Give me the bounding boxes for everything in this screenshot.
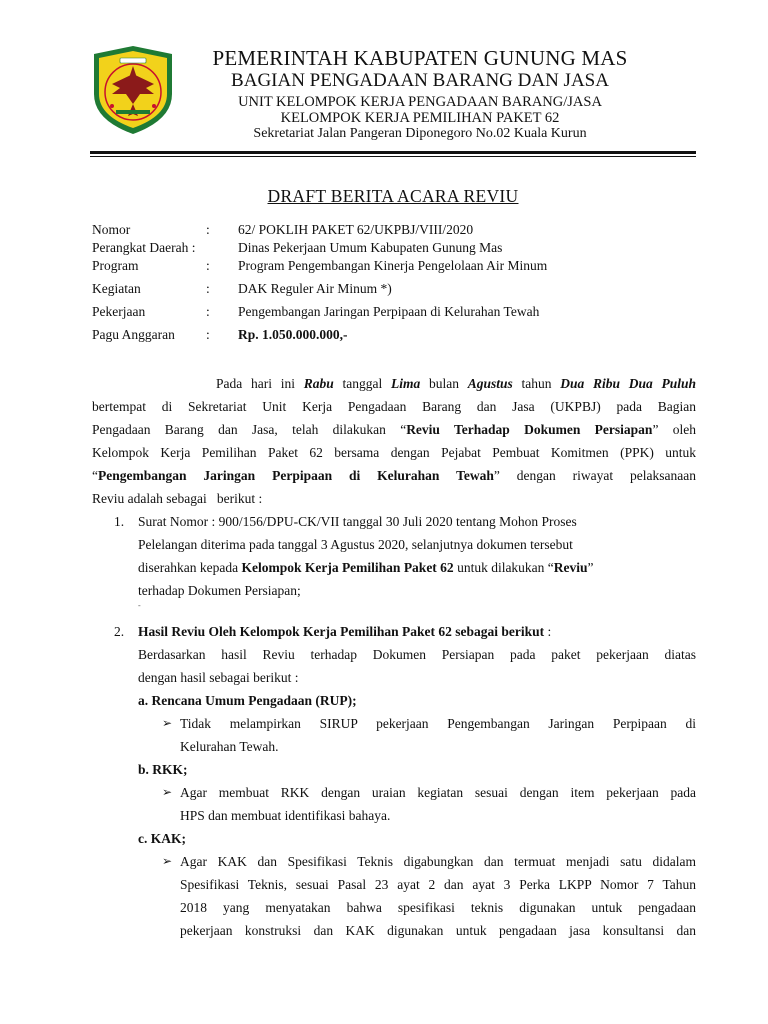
info-label: Nomor [92,222,131,237]
bullet-line: Agar membuat RKK dengan uraian kegiatan sesuai dengan item pekerjaan pada [180,785,696,800]
text-run: diserahkan kepada [138,560,242,575]
info-row-nomor [92,222,702,240]
working-group-name: Kelompok Kerja Pemilihan Paket 62 [241,560,454,575]
day-name: Rabu [303,376,334,391]
info-label: Pagu Anggaran [92,327,175,342]
text-run: ” oleh [652,422,696,437]
section-heading-rkk: b. RKK; [138,762,188,777]
date-words: Lima [390,376,421,391]
list-item-1 [92,510,696,602]
info-row-pekerjaan [92,304,702,327]
arrow-bullet-icon: ➢ [162,716,173,730]
text-run: Pengadaan Barang dan Jasa, telah dilakukan “ [92,422,407,437]
bullet-item [92,850,696,942]
text-run: tahun [512,376,561,391]
item-line: dengan hasil sebagai berikut : [138,670,299,685]
opening-paragraph [92,372,696,510]
list-item-2 [92,620,696,689]
info-separator: : [206,327,210,342]
opening-line [92,464,696,487]
results-heading: Hasil Reviu Oleh Kelompok Kerja Pemilihan Paket 62 sebagai berikut [138,624,545,639]
info-value-budget: Rp. 1.050.000.000,- [238,327,348,342]
text-run: tanggal [333,376,391,391]
info-separator: : [206,281,210,296]
text-run: Pada hari ini [216,376,304,391]
item-line: Berdasarkan hasil Reviu terhadap Dokumen Persiapan pada paket pekerjaan diatas [138,647,696,662]
info-label: Kegiatan [92,281,141,296]
info-row-perangkat-daerah [92,240,702,258]
bullet-line: Kelurahan Tewah. [180,739,279,754]
info-value: Dinas Pekerjaan Umum Kabupaten Gunung Mas [238,240,503,255]
bullet-line: 2018 yang menyatakan bahwa spesifikasi teknis digunakan untuk pengadaan [180,900,696,915]
bullet-line: Spesifikasi Teknis, sesuai Pasal 23 ayat 2 dan ayat 3 Perka LKPP Nomor 7 Tahun [180,877,696,892]
opening-line: Reviu adalah sebagai berikut : [92,491,263,506]
item-line: Pelelangan diterima pada tanggal 3 Agustus 2020, selanjutnya dokumen tersebut [138,537,573,552]
item-line [138,556,696,579]
letterhead-address: Sekretariat Jalan Pangeran Diponegoro No.02 Kuala Kurun [253,126,587,141]
item-line: terhadap Dokumen Persiapan; [138,583,301,598]
gunung-mas-emblem-logo [90,44,176,136]
spacer [92,610,696,620]
list-number: 2. [114,624,125,639]
stray-mark: - [138,601,141,610]
opening-line [92,418,696,441]
info-row-pagu-anggaran [92,327,702,350]
info-separator: : [206,258,210,273]
section-heading-rup: a. Rencana Umum Pengadaan (RUP); [138,693,357,708]
reviu-word: Reviu [553,560,588,575]
bullet-line: HPS dan membuat identifikasi bahaya. [180,808,391,823]
info-label: Perangkat Daerah : [92,240,196,255]
document-title: DRAFT BERITA ACARA REVIU [267,186,519,206]
letterhead-unit: UNIT KELOMPOK KERJA PENGADAAN BARANG/JASA [238,94,602,110]
bullet-item [92,712,696,758]
letterhead-divider-thin [90,156,696,157]
text-run: ” [587,560,594,575]
letterhead-government-name: PEMERINTAH KABUPATEN GUNUNG MAS [212,46,628,70]
info-value: Pengembangan Jaringan Perpipaan di Kelurahan Tewah [238,304,540,319]
opening-line: Kelompok Kerja Pemilihan Paket 62 bersama dengan Pejabat Pembuat Komitmen (PPK) untuk [92,445,696,460]
letterhead-department: BAGIAN PENGADAAN BARANG DAN JASA [231,70,609,91]
info-separator: : [206,304,210,319]
arrow-bullet-icon: ➢ [162,854,173,868]
info-separator: : [206,222,210,237]
text-run: bulan [420,376,468,391]
bullet-line: Agar KAK dan Spesifikasi Teknis digabungkan dan termuat menjadi satu didalam [180,854,696,869]
opening-line: bertempat di Sekretariat Unit Kerja Pengadaan Barang dan Jasa (UKPBJ) pada Bagian [92,399,696,414]
item-heading [138,620,696,643]
text-run: untuk dilakukan “ [453,560,554,575]
year-words: Dua Ribu Dua Puluh [560,376,696,391]
letterhead-working-group: KELOMPOK KERJA PEMILIHAN PAKET 62 [280,110,560,126]
document-info-table [92,222,702,350]
arrow-bullet-icon: ➢ [162,785,173,799]
section-heading-kak: c. KAK; [138,831,186,846]
bullet-line: Tidak melampirkan SIRUP pekerjaan Pengembangan Jaringan Perpipaan di [180,716,696,731]
letterhead-divider-thick [90,151,696,154]
info-row-kegiatan [92,281,702,304]
bullet-item [92,781,696,827]
text-run: : [544,624,552,639]
document-body [92,372,696,942]
info-label: Pekerjaan [92,304,146,319]
info-value: Program Pengembangan Kinerja Pengelolaan Air Minum [238,258,548,273]
month-name: Agustus [467,376,513,391]
info-label: Program [92,258,139,273]
project-name: Pengembangan Jaringan Perpipaan di Kelurahan Tewah [98,468,494,483]
text-run: ” dengan riwayat pelaksanaan [493,468,697,483]
item-line: Surat Nomor : 900/156/DPU-CK/VII tanggal 30 Juli 2020 tentang Mohon Proses [138,514,577,529]
info-value: 62/ POKLIH PAKET 62/UKPBJ/VIII/2020 [238,222,474,237]
info-value: DAK Reguler Air Minum *) [238,281,392,296]
review-subject: Reviu Terhadap Dokumen Persiapan [406,422,653,437]
list-number: 1. [114,514,125,529]
opening-line [92,372,696,395]
info-row-program [92,258,702,281]
bullet-line: pekerjaan konstruksi dan KAK digunakan untuk pengadaan jasa konsultansi dan [180,923,696,938]
text-run: “ [92,468,98,483]
